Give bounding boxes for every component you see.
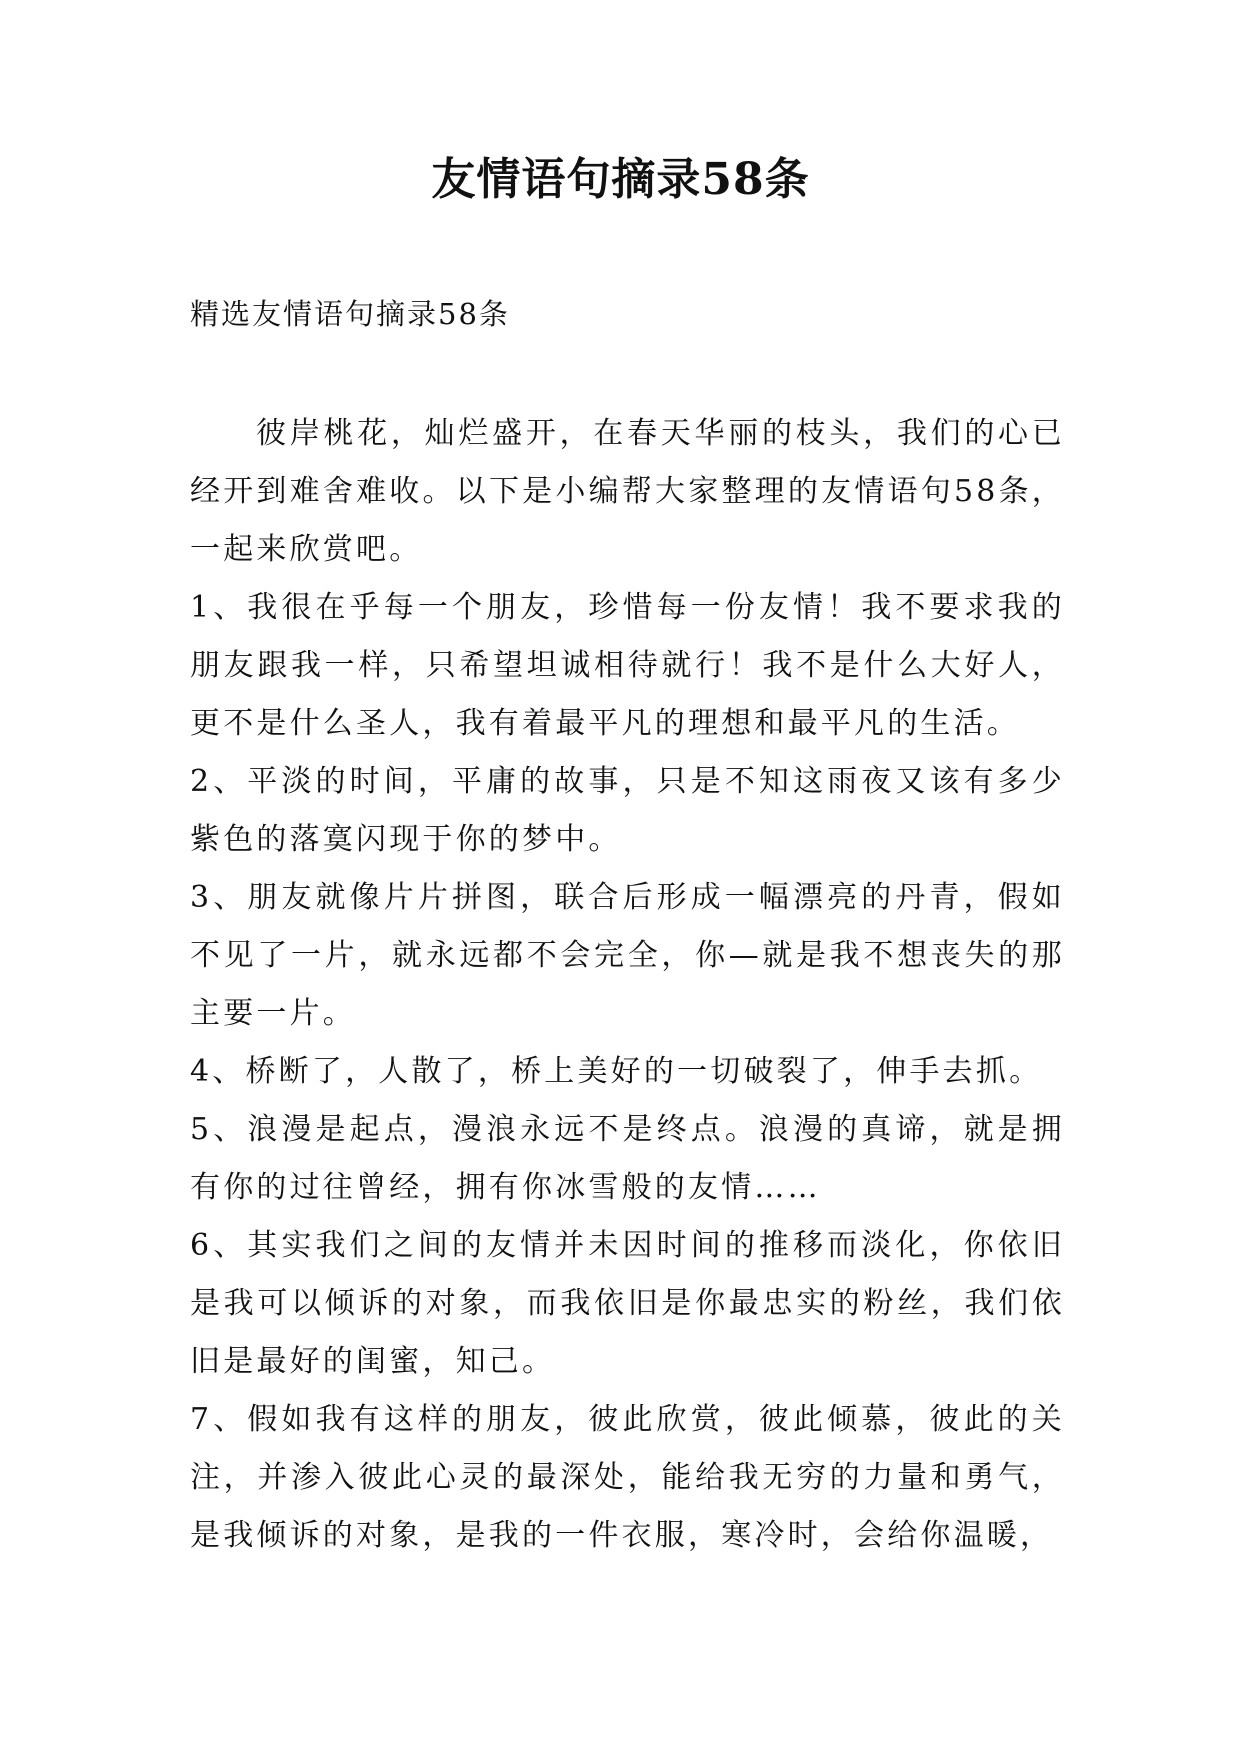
quote-paragraph-7: 7、假如我有这样的朋友，彼此欣赏，彼此倾慕，彼此的关注，并渗入彼此心灵的最深处，能给我无穷的力量和勇气，是我倾诉的对象，是我的一件衣服，寒冷时，会给你温暖，: [190, 1402, 1065, 1553]
quote-paragraph-1: 1、我很在乎每一个朋友，珍惜每一份友情！我不要求我的朋友跟我一样，只希望坦诚相待就行！我不是什么大好人，更不是什么圣人，我有着最平凡的理想和最平凡的生活。: [190, 590, 1065, 741]
document-body: [190, 405, 1065, 1565]
quote-paragraph-4: 4、桥断了，人散了，桥上美好的一切破裂了，伸手去抓。: [190, 1054, 1043, 1089]
intro-paragraph: 彼岸桃花，灿烂盛开，在春天华丽的枝头，我们的心已经开到难舍难收。以下是小编帮大家整理的友情语句58条，一起来欣赏吧。: [190, 416, 1065, 567]
quote-paragraph-3: 3、朋友就像片片拼图，联合后形成一幅漂亮的丹青，假如不见了一片，就永远都不会完全，你—就是我不想丧失的那主要一片。: [190, 880, 1065, 1031]
document-subtitle: 精选友情语句摘录58条: [190, 297, 510, 331]
quote-paragraph-5: 5、浪漫是起点，漫浪永远不是终点。浪漫的真谛，就是拥有你的过往曾经，拥有你冰雪般的友情……: [190, 1112, 1065, 1205]
document-title: 友情语句摘录58条: [431, 154, 810, 205]
quote-paragraph-2: 2、平淡的时间，平庸的故事，只是不知这雨夜又该有多少紫色的落寞闪现于你的梦中。: [190, 764, 1065, 857]
quote-paragraph-6: 6、其实我们之间的友情并未因时间的推移而淡化，你依旧是我可以倾诉的对象，而我依旧是你最忠实的粉丝，我们依旧是最好的闺蜜，知己。: [190, 1228, 1065, 1379]
